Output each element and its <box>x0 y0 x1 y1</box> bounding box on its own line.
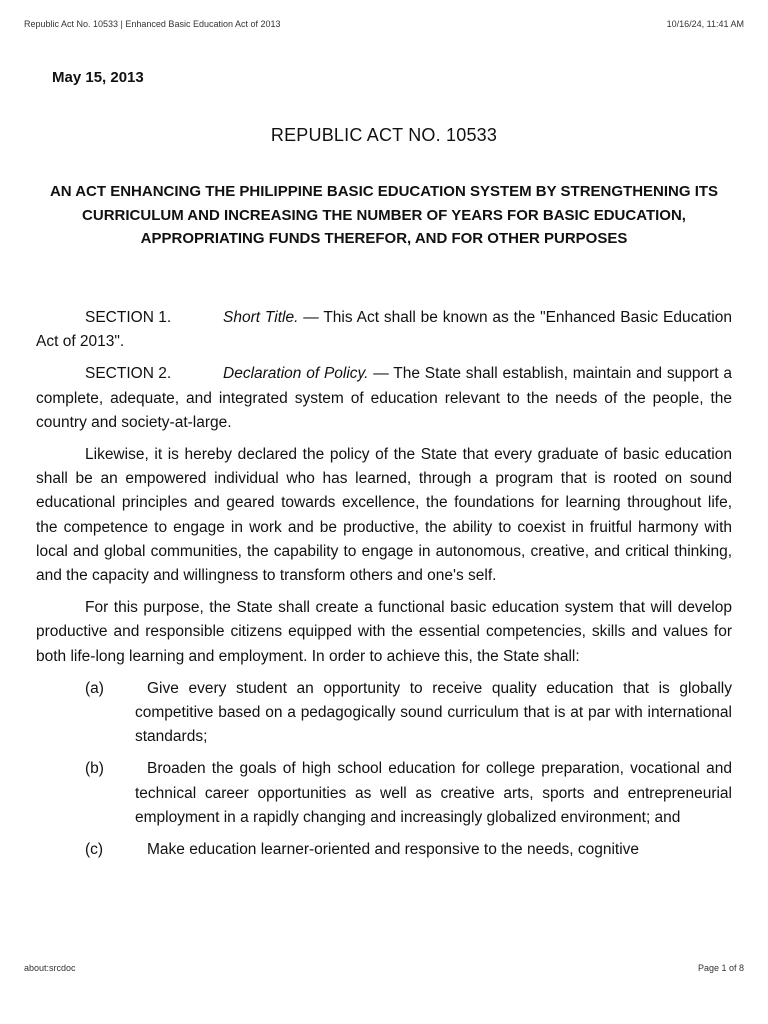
list-item-text: Broaden the goals of high school education for college preparation, vocational and technical career opportunities as well as creative arts, sports and entrepreneurial employment in a rapidly changing and increasingly globalized environment; and <box>135 760 732 826</box>
section-1 <box>36 306 732 354</box>
purpose-paragraph: For this purpose, the State shall create a functional basic education system that will develop productive and responsible citizens equipped with the essential competencies, skills and values for both life-long learning and employment. In order to achieve this, the State shall: <box>36 599 732 665</box>
document-body <box>36 306 732 870</box>
act-title: AN ACT ENHANCING THE PHILIPPINE BASIC EDUCATION SYSTEM BY STRENGTHENING ITS CURRICULUM AND INCREASING THE NUMBER OF YEARS FOR BASIC EDUCATION, APPROPRIATING FUNDS THEREFOR, AND FOR OTHER PURPOSES <box>49 183 719 247</box>
section-2 <box>36 362 732 435</box>
list-marker: (c) <box>85 841 104 859</box>
list-marker: (a) <box>85 679 104 697</box>
section-text: — The State shall establish, maintain and support a complete, adequate, and integrated system of education relevant to the needs of the people, the country and society-at-large. <box>36 365 732 431</box>
print-url: about:srcdoc <box>24 963 76 973</box>
document-date: May 15, 2013 <box>52 69 144 86</box>
list-item <box>36 677 732 750</box>
list-item <box>36 838 732 862</box>
list-item <box>36 757 732 830</box>
print-page-title: Republic Act No. 10533 | Enhanced Basic Education Act of 2013 <box>24 19 281 29</box>
print-datetime: 10/16/24, 11:41 AM <box>666 19 744 29</box>
print-page-number: Page 1 of 8 <box>697 963 744 973</box>
list-marker: (b) <box>85 760 104 778</box>
section-label: SECTION 1. <box>85 309 172 326</box>
list-item-text: Make education learner-oriented and responsive to the needs, cognitive <box>147 841 640 859</box>
policy-paragraph: Likewise, it is hereby declared the policy of the State that every graduate of basic education shall be an empowered individual who has learned, through a program that is rooted on sound educational principles and geared towards excellence, the foundations for learning throughout life, the competence to engage in work and be productive, the ability to coexist in fruitful harmony with local and global communities, the capability to engage in autonomous, creative, and critical thinking, and the capacity and willingness to transform others and one's self. <box>36 446 732 585</box>
section-text: — This Act shall be known as the "Enhanced Basic Education Act of 2013". <box>36 309 732 351</box>
section-heading: Short Title. <box>223 309 299 326</box>
print-footer <box>24 963 744 977</box>
act-number: REPUBLIC ACT NO. 10533 <box>270 125 498 145</box>
list-item-text: Give every student an opportunity to receive quality education that is globally competitive based on a pedagogically sound curriculum that is at par with international standards; <box>135 679 732 746</box>
section-heading: Declaration of Policy. <box>223 365 369 383</box>
section-label: SECTION 2. <box>85 365 172 383</box>
print-header <box>24 19 744 33</box>
